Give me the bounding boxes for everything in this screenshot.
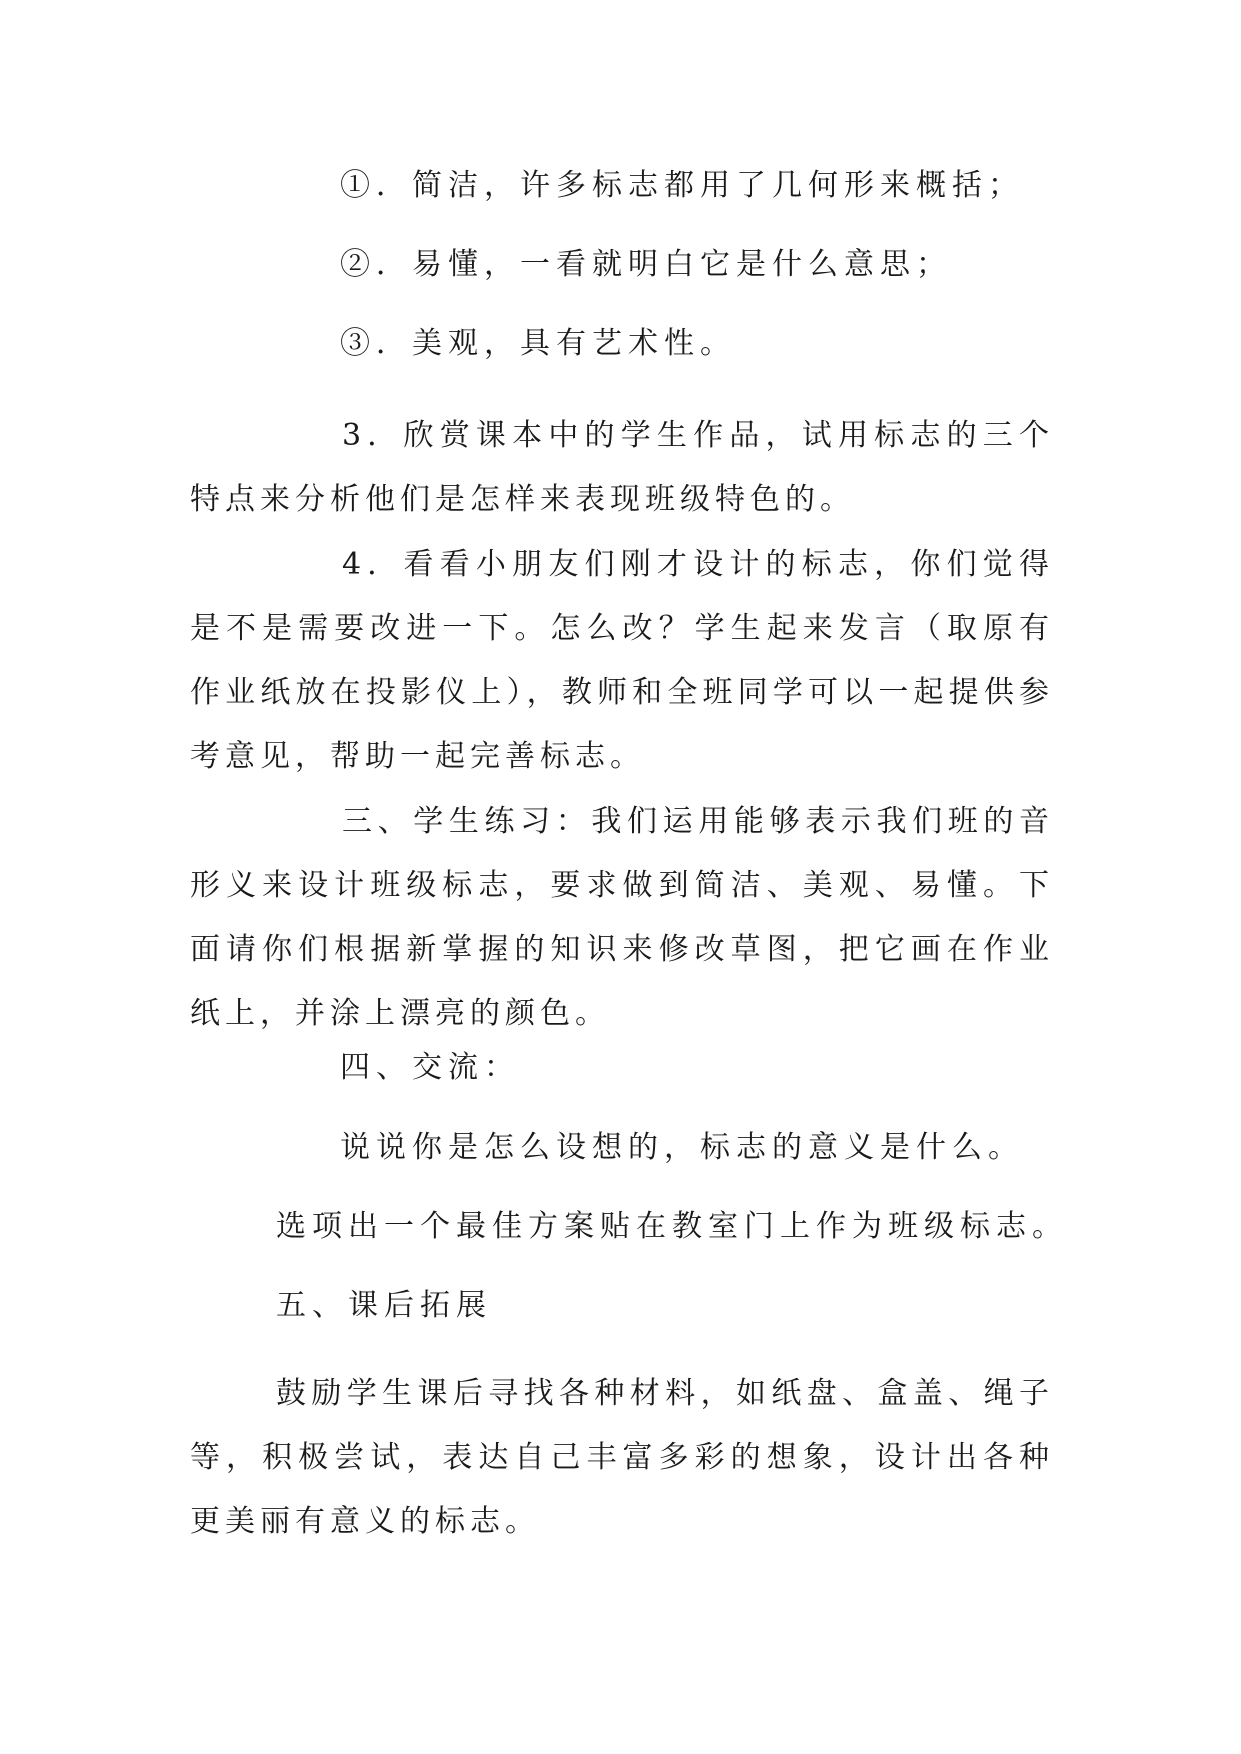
paragraph-extension: 鼓励学生课后寻找各种材料，如纸盘、盒盖、绳子等，积极尝试，表达自己丰富多彩的想象，设计出各种更美丽有意义的标志。 [190,1376,1054,1539]
list-item-beautiful: ③．美观，具有艺术性。 [340,326,736,361]
paragraph-improve-logo: 4．看看小朋友们刚才设计的标志，你们觉得是不是需要改进一下。怎么改？学生起来发言（取原有作业纸放在投影仪上），教师和全班同学可以一起提供参考意见，帮助一起完善标志。 [190,547,1054,774]
heading-exchange: 四、交流： [340,1050,520,1085]
list-item-simple: ①．简洁，许多标志都用了几何形来概括； [340,168,1024,203]
paragraph-exchange: 说说你是怎么设想的，标志的意义是什么。 [340,1130,1024,1165]
heading-extension: 五、课后拓展 [276,1288,492,1323]
paragraph-student-practice: 三、学生练习：我们运用能够表示我们班的音形义来设计班级标志，要求做到简洁、美观、易懂。下面请你们根据新掌握的知识来修改草图，把它画在作业纸上，并涂上漂亮的颜色。 [190,804,1054,1031]
paragraph-select-best: 选项出一个最佳方案贴在教室门上作为班级标志。 [276,1209,1068,1244]
list-item-understandable: ②．易懂，一看就明白它是什么意思； [340,247,952,282]
paragraph-appreciate-works: 3．欣赏课本中的学生作品，试用标志的三个特点来分析他们是怎样来表现班级特色的。 [190,418,1054,517]
